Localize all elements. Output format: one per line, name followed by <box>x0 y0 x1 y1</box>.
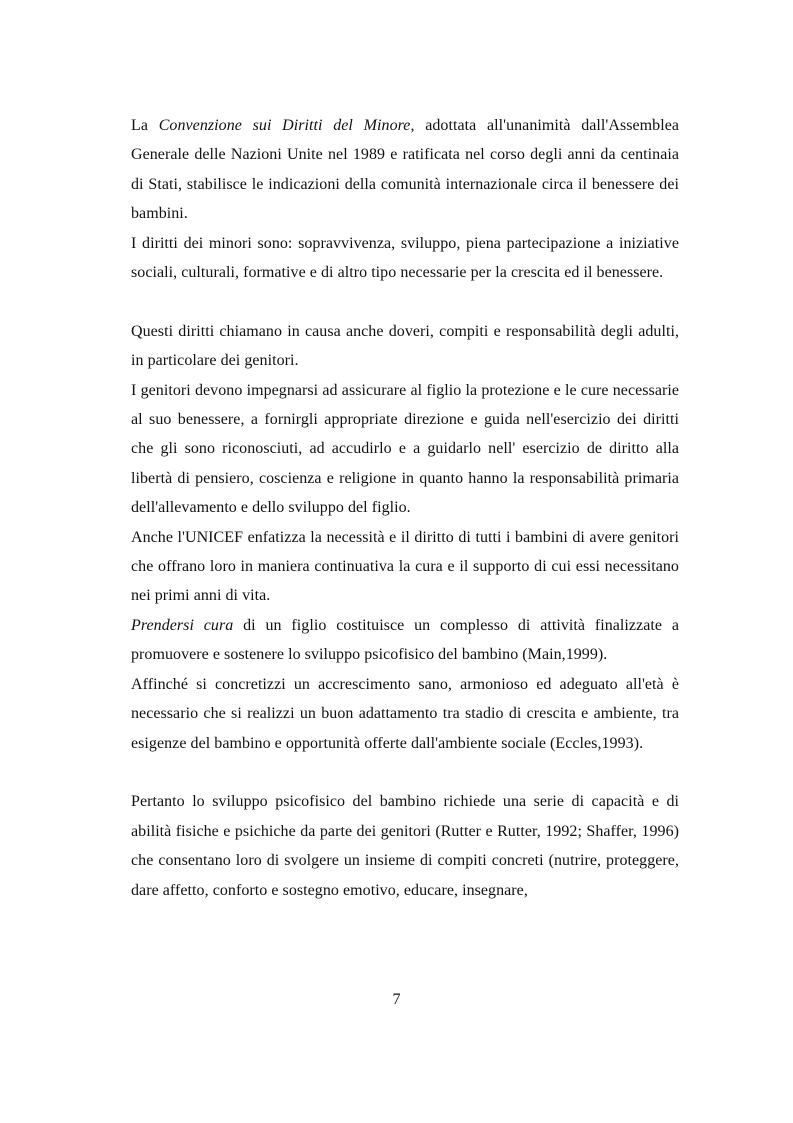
paragraph-convenzione <box>131 111 679 229</box>
paragraph-text: La <box>131 117 159 134</box>
italic-term: Prendersi cura <box>131 616 234 634</box>
page-body <box>131 111 679 905</box>
italic-title: Convenzione sui Diritti del Minore, <box>158 117 415 134</box>
paragraph-sviluppo-psicofisico: Pertanto lo sviluppo psicofisico del bambino richiede una serie di capacità e di abilità fisiche e psichiche da parte dei genitori (Rutter e Rutter, 1992; Shaffer, 1996) che consentano loro di svolgere un insieme di compiti concreti (nutrire, proteggere, dare affetto, conforto e sostegno emotivo, educare, insegnare, <box>131 793 679 899</box>
paragraph-text: adottata all'unanimità dall'Assemblea Generale delle Nazioni Unite nel 1989 e ratificata nel corso degli anni da centinaia di Stati, stabilisce le indicazioni della comunità internazionale circa il benessere dei bambini. <box>131 117 679 223</box>
paragraph-genitori: I genitori devono impegnarsi ad assicurare al figlio la protezione e le cure necessarie al suo benessere, a fornirgli appropriate direzione e guida nell'esercizio dei diritti che gli sono riconosciuti, ad accudirlo e a guidarlo nell' esercizio de diritto alla libertà di pensiero, coscienza e religione in quanto hanno la responsabilità primaria dell'allevamento e dello sviluppo del figlio. <box>131 381 679 517</box>
paragraph-spacer <box>131 758 679 787</box>
paragraph-doveri: Questi diritti chiamano in causa anche doveri, compiti e responsabilità degli adulti, in particolare dei genitori. <box>131 322 679 370</box>
paragraph-diritti-minori: I diritti dei minori sono: sopravvivenza, sviluppo, piena partecipazione a iniziative sociali, culturali, formative e di altro tipo necessarie per la crescita ed il benessere. <box>131 234 679 282</box>
paragraph-prendersi-cura <box>131 611 679 670</box>
paragraph-accrescimento: Affinché si concretizzi un accrescimento sano, armonioso ed adeguato all'età è necessario che si realizzi un buon adattamento tra stadio di crescita e ambiente, tra esigenze del bambino e opportunità offerte dall'ambiente sociale (Eccles,1993). <box>131 675 679 752</box>
paragraph-text: di un figlio costituisce un complesso di attività finalizzate a promuovere e sostenere lo sviluppo psicofisico del bambino (Main,1999). <box>131 616 679 664</box>
paragraph-unicef: Anche l'UNICEF enfatizza la necessità e il diritto di tutti i bambini di avere genitori che offrano loro in maniera continuativa la cura e il supporto di cui essi necessitano nei primi anni di vita. <box>131 528 679 605</box>
page-number: 7 <box>392 991 401 1008</box>
paragraph-spacer <box>131 287 679 316</box>
